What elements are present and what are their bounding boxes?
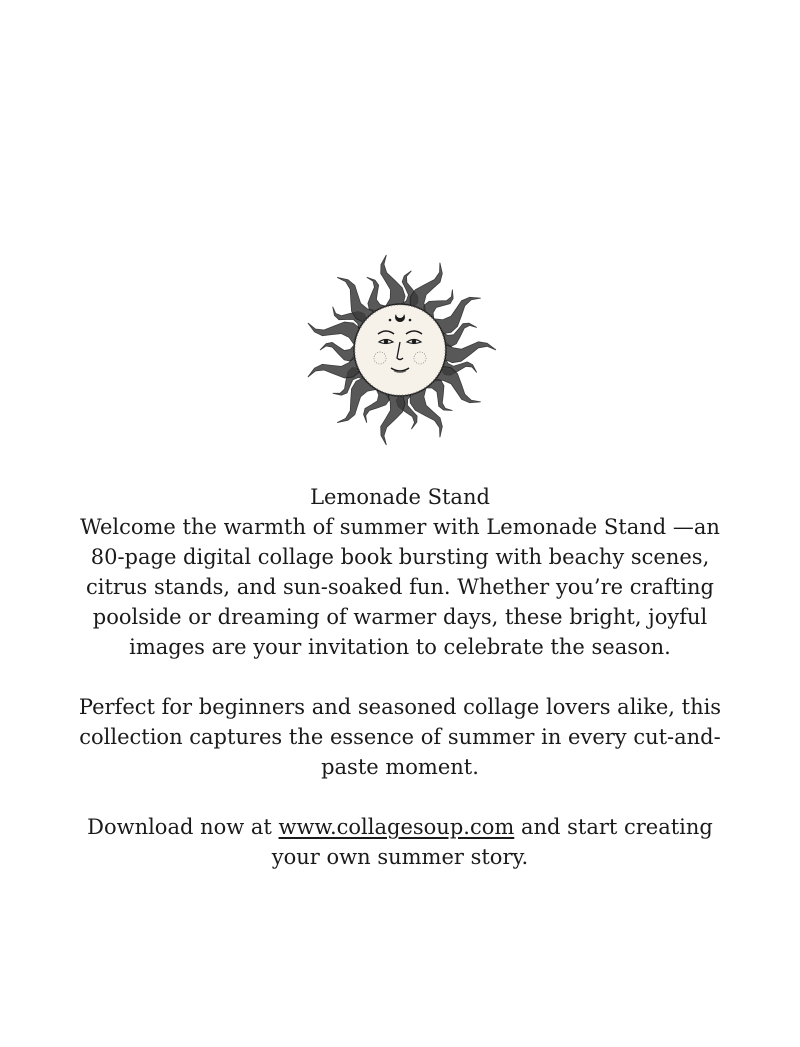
dot-mark — [409, 319, 412, 322]
sun-illustration — [290, 250, 510, 470]
right-pupil — [412, 339, 416, 343]
document-title: Lemonade Stand — [310, 485, 490, 509]
dot-mark — [389, 319, 392, 322]
sun-ray — [320, 342, 356, 361]
sun-face-icon — [290, 250, 510, 470]
sun-ray — [308, 322, 360, 346]
website-link[interactable]: www.collagesoup.com — [278, 815, 515, 839]
description-block — [60, 482, 740, 872]
call-to-action — [60, 812, 740, 872]
intro-paragraph: Welcome the warmth of summer with Lemonade Stand —an 80-page digital collage book bursting with beachy scenes, citrus stands, and sun-soaked fun. Whether you’re crafting poolside or dreaming of warmer days, these bright, joyful images are your invitation to celebrate the season. — [80, 515, 720, 659]
cta-prefix: Download now at — [87, 815, 279, 839]
cta-suffix: and start creating your own summer story. — [271, 815, 713, 869]
audience-paragraph: Perfect for beginners and seasoned collage lovers alike, this collection captures the essence of summer in every cut-and-paste moment. — [78, 695, 722, 779]
left-pupil — [384, 339, 388, 343]
sun-ray — [381, 255, 405, 308]
